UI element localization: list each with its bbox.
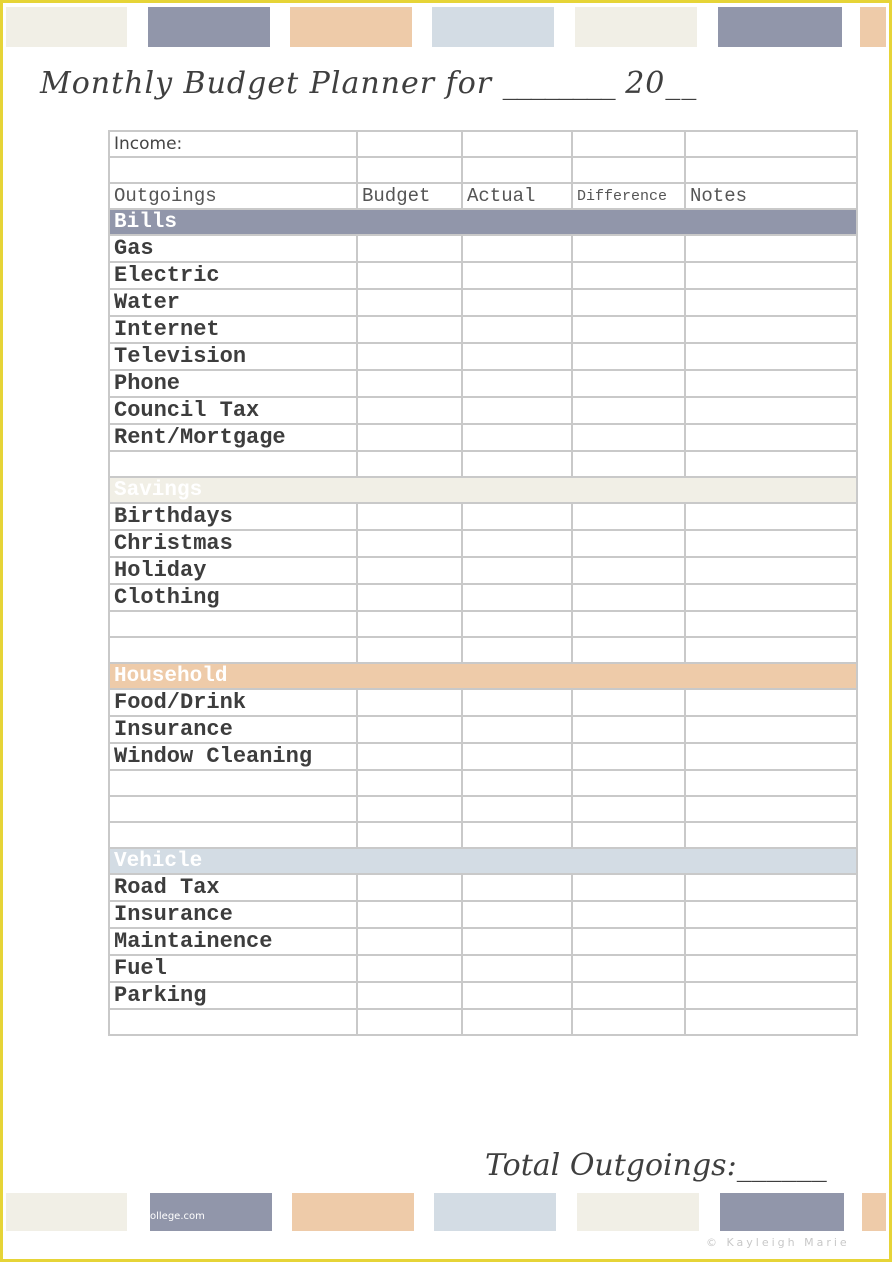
- cell[interactable]: [357, 874, 462, 901]
- table-row: [109, 928, 857, 955]
- cell[interactable]: [357, 289, 462, 316]
- cell[interactable]: [357, 503, 462, 530]
- row-label: Christmas: [109, 530, 357, 557]
- section-title-text: Household: [114, 664, 228, 688]
- swatch: [860, 7, 886, 47]
- table-row: [109, 370, 857, 397]
- cell[interactable]: [462, 637, 572, 663]
- cell[interactable]: [357, 982, 462, 1009]
- total-label: Total Outgoings:: [485, 1148, 737, 1183]
- actual-header: Actual: [462, 183, 572, 209]
- cell[interactable]: [572, 289, 685, 316]
- cell[interactable]: [685, 716, 857, 743]
- table-row: [109, 584, 857, 611]
- cell[interactable]: [685, 1009, 857, 1035]
- swatch: [292, 1193, 414, 1231]
- cell[interactable]: [572, 770, 685, 796]
- cell[interactable]: [462, 982, 572, 1009]
- title-year: 20__: [625, 66, 698, 101]
- cell[interactable]: [357, 689, 462, 716]
- budget-table: [108, 130, 858, 1036]
- table-row: [109, 503, 857, 530]
- section-header-vehicle: [109, 848, 857, 874]
- swatch: [6, 7, 127, 47]
- cell[interactable]: [462, 530, 572, 557]
- title-text: Monthly Budget Planner for: [40, 66, 493, 101]
- cell[interactable]: [462, 822, 572, 848]
- row-label: Parking: [109, 982, 357, 1009]
- cell[interactable]: [685, 289, 857, 316]
- cell[interactable]: [357, 316, 462, 343]
- cell[interactable]: [572, 689, 685, 716]
- cell[interactable]: [462, 557, 572, 584]
- table-row: [109, 235, 857, 262]
- cell[interactable]: [462, 611, 572, 637]
- difference-header: Difference: [572, 183, 685, 209]
- cell[interactable]: [685, 743, 857, 770]
- cell[interactable]: [572, 611, 685, 637]
- section-title: [109, 477, 857, 503]
- cell[interactable]: [685, 770, 857, 796]
- swatch: [862, 1193, 886, 1231]
- table-row: [109, 262, 857, 289]
- row-label[interactable]: [109, 451, 357, 477]
- cell[interactable]: [357, 343, 462, 370]
- section-header-household: [109, 663, 857, 689]
- cell[interactable]: [462, 316, 572, 343]
- cell[interactable]: [462, 901, 572, 928]
- table-row: [109, 530, 857, 557]
- row-label: Insurance: [109, 901, 357, 928]
- cell[interactable]: [572, 451, 685, 477]
- page-title: [40, 66, 697, 101]
- section-header-bills: [109, 209, 857, 235]
- cell[interactable]: [572, 157, 685, 183]
- section-header-savings: [109, 477, 857, 503]
- cell[interactable]: [462, 796, 572, 822]
- cell[interactable]: [357, 796, 462, 822]
- cell[interactable]: [572, 901, 685, 928]
- swatch: [577, 1193, 699, 1231]
- cell[interactable]: [462, 157, 572, 183]
- row-label: Water: [109, 289, 357, 316]
- cell[interactable]: [685, 262, 857, 289]
- cell[interactable]: [357, 557, 462, 584]
- cell[interactable]: [357, 1009, 462, 1035]
- table-row: [109, 770, 857, 796]
- row-label: Window Cleaning: [109, 743, 357, 770]
- cell[interactable]: [685, 235, 857, 262]
- cell[interactable]: [462, 955, 572, 982]
- cell[interactable]: [685, 955, 857, 982]
- row-label: Road Tax: [109, 874, 357, 901]
- cell[interactable]: [357, 822, 462, 848]
- table-row: [109, 451, 857, 477]
- row-label: Council Tax: [109, 397, 357, 424]
- cell[interactable]: [462, 262, 572, 289]
- cell[interactable]: [572, 1009, 685, 1035]
- cell[interactable]: [572, 370, 685, 397]
- cell[interactable]: [357, 451, 462, 477]
- table-row: [109, 424, 857, 451]
- cell[interactable]: [357, 901, 462, 928]
- cell[interactable]: [462, 770, 572, 796]
- cell[interactable]: [572, 397, 685, 424]
- section-title: [109, 848, 857, 874]
- cell[interactable]: [572, 557, 685, 584]
- cell[interactable]: [685, 503, 857, 530]
- table-row: [109, 397, 857, 424]
- cell[interactable]: [685, 611, 857, 637]
- row-label: Television: [109, 343, 357, 370]
- swatch: [434, 1193, 556, 1231]
- table-row: [109, 689, 857, 716]
- cell[interactable]: [462, 451, 572, 477]
- cell[interactable]: [572, 584, 685, 611]
- cell[interactable]: [572, 796, 685, 822]
- cell[interactable]: [357, 530, 462, 557]
- row-label: Birthdays: [109, 503, 357, 530]
- table-row: [109, 982, 857, 1009]
- cell[interactable]: [685, 637, 857, 663]
- outgoings-header: Outgoings: [109, 183, 357, 209]
- row-label[interactable]: [109, 611, 357, 637]
- cell[interactable]: [685, 796, 857, 822]
- cell[interactable]: [109, 157, 357, 183]
- cell[interactable]: [572, 637, 685, 663]
- table-row: [109, 822, 857, 848]
- table-row: [109, 611, 857, 637]
- cell[interactable]: [357, 235, 462, 262]
- cell[interactable]: [462, 928, 572, 955]
- row-label: Maintainence: [109, 928, 357, 955]
- cell[interactable]: [462, 689, 572, 716]
- cell[interactable]: [357, 424, 462, 451]
- cell[interactable]: [357, 262, 462, 289]
- cell[interactable]: [572, 982, 685, 1009]
- cell[interactable]: [572, 503, 685, 530]
- table-row: [109, 716, 857, 743]
- cell[interactable]: [357, 955, 462, 982]
- row-label[interactable]: [109, 796, 357, 822]
- row-label: Holiday: [109, 557, 357, 584]
- cell[interactable]: [572, 235, 685, 262]
- cell[interactable]: [685, 928, 857, 955]
- notes-header: Notes: [685, 183, 857, 209]
- row-label: Clothing: [109, 584, 357, 611]
- cell[interactable]: [685, 822, 857, 848]
- row-label: Electric: [109, 262, 357, 289]
- cell[interactable]: [462, 370, 572, 397]
- cell[interactable]: [572, 131, 685, 157]
- row-label: Phone: [109, 370, 357, 397]
- cell[interactable]: [462, 131, 572, 157]
- cell[interactable]: [462, 584, 572, 611]
- cell[interactable]: [357, 131, 462, 157]
- cell[interactable]: [685, 451, 857, 477]
- section-title: [109, 663, 857, 689]
- row-label[interactable]: [109, 637, 357, 663]
- cell[interactable]: [357, 770, 462, 796]
- cell[interactable]: [357, 928, 462, 955]
- cell[interactable]: [685, 424, 857, 451]
- cell[interactable]: [572, 316, 685, 343]
- cell[interactable]: [572, 822, 685, 848]
- swatch: [575, 7, 697, 47]
- table-row: [109, 557, 857, 584]
- cell[interactable]: [357, 584, 462, 611]
- cell[interactable]: [462, 235, 572, 262]
- section-title: [109, 209, 857, 235]
- cell[interactable]: [357, 157, 462, 183]
- cell[interactable]: [462, 743, 572, 770]
- row-label[interactable]: [109, 770, 357, 796]
- column-header-row: [109, 183, 857, 209]
- cell[interactable]: [572, 874, 685, 901]
- cell[interactable]: [462, 503, 572, 530]
- cell[interactable]: [462, 716, 572, 743]
- table-row: [109, 1009, 857, 1035]
- row-label[interactable]: [109, 1009, 357, 1035]
- row-label: Internet: [109, 316, 357, 343]
- income-label: Income:: [109, 131, 357, 157]
- cell[interactable]: [462, 424, 572, 451]
- row-label: Gas: [109, 235, 357, 262]
- cell[interactable]: [357, 716, 462, 743]
- cell[interactable]: [572, 743, 685, 770]
- cell[interactable]: [572, 928, 685, 955]
- cell[interactable]: [685, 131, 857, 157]
- cell[interactable]: [685, 901, 857, 928]
- cell[interactable]: [685, 689, 857, 716]
- table-row: [109, 316, 857, 343]
- swatch: [432, 7, 554, 47]
- table-row: [109, 289, 857, 316]
- row-label: Food/Drink: [109, 689, 357, 716]
- cell[interactable]: [685, 530, 857, 557]
- author-credit: © Kayleigh Marie: [706, 1236, 850, 1249]
- cell[interactable]: [462, 1009, 572, 1035]
- cell[interactable]: [572, 262, 685, 289]
- cell[interactable]: [685, 343, 857, 370]
- swatch: [718, 7, 842, 47]
- row-label: Rent/Mortgage: [109, 424, 357, 451]
- cell[interactable]: [357, 370, 462, 397]
- table-row: [109, 796, 857, 822]
- table-row: [109, 955, 857, 982]
- table-row: [109, 637, 857, 663]
- cell[interactable]: [357, 637, 462, 663]
- cell[interactable]: [462, 343, 572, 370]
- cell[interactable]: [685, 874, 857, 901]
- cell[interactable]: [462, 289, 572, 316]
- cell[interactable]: [685, 316, 857, 343]
- swatch: [6, 1193, 127, 1231]
- row-label: Fuel: [109, 955, 357, 982]
- section-title-text: Savings: [114, 478, 203, 502]
- cell[interactable]: [462, 397, 572, 424]
- cell[interactable]: [357, 397, 462, 424]
- budget-header: Budget: [357, 183, 462, 209]
- cell[interactable]: [572, 716, 685, 743]
- table-row: [109, 343, 857, 370]
- income-row: [109, 157, 857, 183]
- table-row: [109, 743, 857, 770]
- cell[interactable]: [357, 743, 462, 770]
- cell[interactable]: [685, 370, 857, 397]
- cell[interactable]: [572, 955, 685, 982]
- cell[interactable]: [572, 343, 685, 370]
- cell[interactable]: [357, 611, 462, 637]
- swatch: [720, 1193, 844, 1231]
- cell[interactable]: [685, 584, 857, 611]
- cell[interactable]: [685, 157, 857, 183]
- table-row: [109, 901, 857, 928]
- cell[interactable]: [685, 397, 857, 424]
- cell[interactable]: [685, 557, 857, 584]
- total-outgoings: [485, 1148, 827, 1183]
- cell[interactable]: [462, 874, 572, 901]
- watermark-text: ollege.com: [150, 1211, 205, 1222]
- section-title-text: Bills: [114, 210, 178, 234]
- table-row: [109, 874, 857, 901]
- row-label[interactable]: [109, 822, 357, 848]
- title-month-blank: ________: [502, 66, 615, 101]
- total-blank: ______: [736, 1148, 827, 1183]
- income-row: [109, 131, 857, 157]
- row-label: Insurance: [109, 716, 357, 743]
- cell[interactable]: [572, 530, 685, 557]
- swatch: [290, 7, 412, 47]
- section-title-text: Vehicle: [114, 849, 203, 873]
- cell[interactable]: [685, 982, 857, 1009]
- cell[interactable]: [572, 424, 685, 451]
- swatch: [148, 7, 270, 47]
